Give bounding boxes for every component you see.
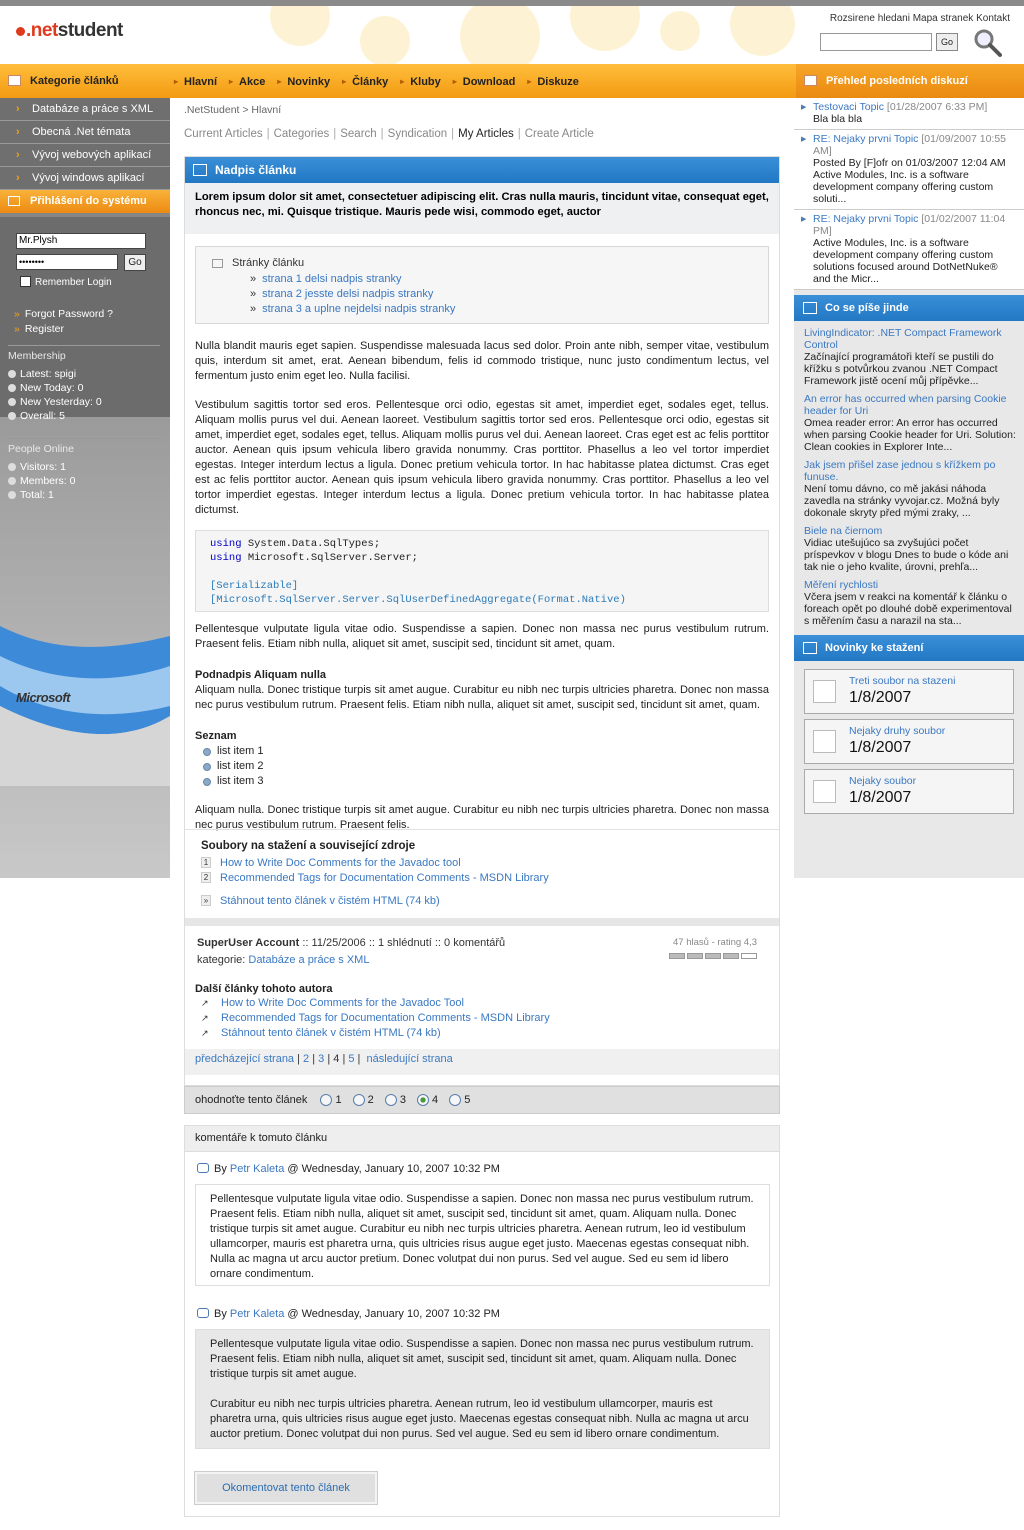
- topic-date: [01/28/2007 6:33 PM]: [884, 101, 988, 113]
- rate-radio-1[interactable]: [320, 1094, 332, 1106]
- rate-option: 1: [335, 1094, 342, 1106]
- more-link-2[interactable]: ↗ Recommended Tags for Documentation Comments - MSDN Library: [195, 1011, 550, 1026]
- right-sidebar: [794, 98, 1024, 878]
- login-heading: [0, 190, 170, 213]
- online-members: Members: 0: [8, 475, 160, 487]
- header-decoration: [230, 6, 850, 64]
- rate-radio-2[interactable]: [353, 1094, 365, 1106]
- file-download-icon: [813, 680, 836, 703]
- more-title: Další články tohoto autora: [195, 983, 333, 995]
- blog-text: Včera jsem v reakci na komentář k článku o foreach opět po dlouhé době experimentoval s měřením času a narazil na sta...: [804, 591, 1012, 627]
- files-title: Soubory na stažení a související zdroje: [201, 840, 416, 852]
- file-download-icon: [813, 730, 836, 753]
- subheading: Podnadpis Aliquam nulla: [195, 669, 326, 681]
- membership-section: [8, 345, 160, 424]
- list-icon: [8, 75, 21, 86]
- comment-icon: [197, 1308, 209, 1318]
- login-box: [0, 217, 170, 422]
- more-link-3[interactable]: ↗ Stáhnout tento článek v čistém HTML (74 kb): [195, 1026, 550, 1041]
- categories-label: Kategorie článků: [30, 75, 119, 87]
- nav-item-novinky[interactable]: ▸ Novinky: [275, 64, 340, 98]
- paragraph-3: Pellentesque vulputate ligula vitae odio. Suspendisse a sapien. Donec non massa nec purus vestibulum rutrum. Praesent felis. Etiam nibh nulla, aliquet sit amet, suscipit sed, tincidunt sit amet, quam.: [195, 623, 769, 650]
- pager-page[interactable]: 5: [348, 1053, 355, 1065]
- code-line-3: [Serializable]: [210, 580, 299, 592]
- rate-label: ohodnoťte tento článek: [195, 1094, 308, 1106]
- key-icon: [8, 196, 20, 206]
- topic-text: Bla bla bla: [813, 113, 863, 125]
- blog-text: Omea reader error: An error has occurred when parsing Cookie header for Uri. Solution: Clean cookies in Explorer Inte...: [804, 417, 1016, 453]
- rating-bar: [669, 953, 757, 959]
- topic-title[interactable]: RE: Nejaky prvni Topic: [813, 213, 919, 225]
- topic-title[interactable]: RE: Nejaky prvni Topic: [813, 133, 919, 145]
- rating-text: 47 hlasů - rating 4,3: [673, 937, 757, 948]
- forum-topic: [794, 130, 1024, 210]
- page-link-2[interactable]: » strana 2 jesste delsi nadpis stranky: [232, 287, 758, 302]
- article-nav-search[interactable]: Search: [340, 128, 377, 140]
- comment-date: @ Wednesday, January 10, 2007 10:32 PM: [284, 1308, 500, 1320]
- article-nav-current[interactable]: Current Articles: [184, 128, 263, 140]
- wave-decoration: [0, 626, 170, 786]
- forgot-password-link[interactable]: » Forgot Password ?: [14, 308, 113, 320]
- code-line-4: [Microsoft.SqlServer.Server.SqlUserDefinedAggregate(Format.Native): [210, 594, 626, 606]
- rating-segment: [723, 953, 739, 959]
- download-date: 1/8/2007: [849, 789, 912, 806]
- top-links[interactable]: Rozsirene hledani Mapa stranek Kontakt: [829, 13, 1010, 24]
- site-header: [0, 6, 1024, 64]
- people-online-section: [8, 438, 160, 503]
- blog-item: [794, 519, 1024, 573]
- comment-by: By: [214, 1163, 230, 1175]
- file-link-1[interactable]: How to Write Doc Comments for the Javadoc tool: [220, 857, 461, 869]
- pager: předcházející strana | 2 | 3 | 4 | 5 | následující strana: [185, 1049, 779, 1075]
- magnifier-icon[interactable]: [972, 28, 1002, 58]
- html-icon: »: [201, 895, 211, 906]
- code-block: [195, 530, 769, 612]
- left-sidebar: [0, 98, 170, 878]
- login-heading-label: Přihlášení do systému: [30, 195, 147, 207]
- sidebar-item-web[interactable]: › Vývoj webových aplikací: [0, 144, 170, 167]
- divider: [185, 918, 779, 926]
- file-row: [201, 871, 763, 886]
- list-item: list item 2: [195, 759, 769, 774]
- number-icon: 2: [201, 872, 211, 883]
- membership-yesterday: New Yesterday: 0: [8, 396, 160, 408]
- document-icon: [193, 164, 207, 176]
- more-link-1[interactable]: ↗ How to Write Doc Comments for the Javadoc Tool: [195, 996, 550, 1011]
- file-row: [201, 894, 763, 909]
- page-link-1[interactable]: » strana 1 delsi nadpis stranky: [232, 272, 758, 287]
- microsoft-logo: Microsoft: [16, 690, 70, 705]
- rate-option: 2: [367, 1094, 374, 1106]
- pager-page[interactable]: 2: [303, 1053, 310, 1065]
- pages-title: Stránky článku: [232, 257, 305, 269]
- download-date: 1/8/2007: [849, 689, 912, 706]
- downloads-title: Novinky ke stažení: [825, 642, 924, 654]
- remember-checkbox[interactable]: [20, 276, 31, 287]
- pager-next[interactable]: následující strana: [366, 1053, 453, 1065]
- category-label: kategorie:: [197, 954, 249, 966]
- add-comment-button[interactable]: Okomentovat tento článek: [195, 1472, 377, 1504]
- site-logo[interactable]: [16, 20, 123, 42]
- comments-title: komentáře k tomuto článku: [185, 1126, 779, 1152]
- rate-option: 4: [432, 1094, 439, 1106]
- rating-segment: [705, 953, 721, 959]
- download-item[interactable]: [804, 669, 1014, 714]
- rating-segment: [669, 953, 685, 959]
- forum-icon: [804, 75, 817, 86]
- topic-text: Posted By [F]ofr on 01/03/2007 12:04 AM Active Modules, Inc. is a software development company offering custom soluti...: [813, 157, 1006, 205]
- rating-segment: [687, 953, 703, 959]
- blog-title[interactable]: Jak jsem přišel zase jednou s křížkem po funuse.: [804, 459, 996, 483]
- meta-info: :: 11/25/2006 :: 1 shlédnutí :: 0 komentářů: [299, 937, 506, 949]
- blog-title[interactable]: Měření rychlosti: [804, 579, 879, 591]
- rate-option: 3: [399, 1094, 406, 1106]
- comments-panel: [184, 1125, 780, 1517]
- nav-item-hlavni[interactable]: ▸ Hlavní: [172, 64, 227, 98]
- subheading-text: Aliquam nulla. Donec tristique turpis sit amet augue. Curabitur eu nibh nec turpis ultricies pharetra. Donec non massa nec purus vestibulum rutrum. Praesent felis. Etiam nibh nulla, aliquet sit amet, suscipit sed, tincidunt sit amet, quam.: [195, 684, 769, 711]
- code-line-2: Microsoft.SqlServer.Server;: [241, 552, 418, 564]
- blog-title[interactable]: Biele na čiernom: [804, 525, 883, 537]
- nav-menu: [172, 64, 589, 98]
- more-articles: [195, 983, 550, 1041]
- download-item[interactable]: [804, 719, 1014, 764]
- discussions-label: Přehled posledních diskuzí: [826, 75, 968, 87]
- password-field[interactable]: ••••••••: [16, 254, 118, 270]
- login-go-button[interactable]: Go: [124, 254, 146, 271]
- blog-text: Vidiac utešujúco sa zvyšujúci počet príspevkov v blogu Dnes to bude o kóde ani tak nie o jeho kvalite, úrovni, prehľa...: [804, 537, 1009, 573]
- file-row: [201, 856, 763, 871]
- download-icon: [803, 642, 817, 654]
- list-heading: Seznam: [195, 730, 237, 742]
- comment-text: Pellentesque vulputate ligula vitae odio. Suspendisse a sapien. Donec non massa nec purus vestibulum rutrum. Praesent felis. Etiam nibh nulla, aliquet sit amet, suscipit sed, tincidunt sit amet, quam. Aliquam nulla. Donec tristique turpis sit amet augue.: [210, 1338, 754, 1380]
- online-total: Total: 1: [8, 489, 160, 501]
- download-name[interactable]: Nejaky soubor: [849, 775, 917, 787]
- topic-date: [01/09/2007 10:55 AM]: [813, 133, 1007, 157]
- pager-current: 4: [333, 1053, 340, 1065]
- paragraph-2: Vestibulum sagittis tortor sed eros. Pellentesque orci odio, egestas sit amet, imperdiet eget, sodales eget, tellus. Aliquam mollis purus vel dui. Aenean laoreet. Vestibulum sagittis tortor sed eros. Pellentesque orci odio, egestas sit amet, imperdiet eget, sodales eget, tellus. Aliquam mollis purus vel dui. Aenean laoreet. Cras eget est ac felis porttitor auctor. Aenean quis ipsum vehicula libero gravida nonummy. Cras porttitor. Phasellus a leo vel tortor imperdiet egestas. Integer interdum lectus a ligula. Donec pretium vehicula tortor. In hac habitasse platea dictumst. Cras eget est ac felis porttitor auctor. Aenean quis ipsum vehicula libero gravida nonummy. Cras porttitor. Phasellus a leo vel tortor imperdiet egestas. Integer interdum lectus a ligula. Donec pretium vehicula tortor. In hac habitasse platea dictumst.: [195, 399, 769, 516]
- article-pages: [195, 246, 769, 324]
- list-item: list item 3: [195, 774, 769, 789]
- code-keyword-1: using: [210, 538, 242, 550]
- comment-byline: [197, 1163, 500, 1175]
- logo-student: student: [57, 20, 123, 41]
- rate-radio-4[interactable]: [417, 1094, 429, 1106]
- blog-title[interactable]: An error has occurred when parsing Cookie header for Uri: [804, 393, 1007, 417]
- blog-item: [794, 573, 1024, 627]
- blog-title[interactable]: LivingIndicator: .NET Compact Framework Control: [804, 327, 1002, 351]
- download-name[interactable]: Nejaky druhy soubor: [849, 725, 946, 737]
- article-nav-create[interactable]: Create Article: [524, 128, 594, 140]
- article-lead: Lorem ipsum dolor sit amet, consectetuer adipiscing elit. Cras nulla mauris, tincidunt vitae, consequat eget, rhoncus nec, mi. Quisque tristique. Mauris pede wisi, commodo eget, auctor: [185, 183, 779, 234]
- article-nav-categories[interactable]: Categories: [273, 128, 330, 140]
- blog-text: Není tomu dávno, co mě jakási náhoda zavedla na stránky vyvojar.cz. Možná byly dokonale skryty před mými zraky, ...: [804, 483, 1000, 519]
- blog-item: [794, 453, 1024, 519]
- files-section: [185, 829, 779, 919]
- article-panel: [184, 156, 780, 1086]
- username-field[interactable]: Mr.Plysh: [16, 233, 146, 249]
- comment-byline: [197, 1308, 500, 1320]
- nav-item-kluby[interactable]: ▸ Kluby: [398, 64, 451, 98]
- rating-summary: [669, 937, 757, 959]
- membership-title: Membership: [8, 350, 66, 362]
- discussions-heading: [796, 64, 1024, 98]
- comment-icon: [197, 1163, 209, 1173]
- comment-text: Curabitur eu nibh nec turpis ultricies pharetra. Aenean rutrum, leo id vestibulum ullamcorper, mauris est pharetra urna, quis ultricies risus augue eget justo. Maecenas egestas consequat nibh. Nulla ac magna ut arcu auctor pretium. Donec volutpat dui non purus. Sed vel augue. Sed eu sem id libero ornare condimentum.: [210, 1398, 749, 1440]
- sidebar-item-net[interactable]: › Obecná .Net témata: [0, 121, 170, 144]
- register-link[interactable]: » Register: [14, 323, 64, 335]
- pages-icon: [212, 259, 223, 268]
- rating-segment: [741, 953, 757, 959]
- comment-author[interactable]: Petr Kaleta: [229, 1163, 285, 1175]
- article-title: Nadpis článku: [215, 163, 297, 177]
- file-download-icon: [813, 780, 836, 803]
- download-item[interactable]: [804, 769, 1014, 814]
- code-keyword-2: using: [210, 552, 242, 564]
- topic-text: Active Modules, Inc. is a software development company offering custom solutions focused around DotNetNuke® and the Micr...: [813, 237, 998, 285]
- forum-topic: [794, 210, 1024, 290]
- logo-net: .net: [26, 20, 58, 41]
- rate-radio-5[interactable]: [449, 1094, 461, 1106]
- rate-option: 5: [464, 1094, 471, 1106]
- article-body: [185, 339, 779, 833]
- file-link-2[interactable]: Recommended Tags for Documentation Comments - MSDN Library: [220, 872, 549, 884]
- comment-date: @ Wednesday, January 10, 2007 10:32 PM: [284, 1163, 500, 1175]
- people-online-title: People Online: [8, 443, 74, 455]
- nav-item-diskuze[interactable]: ▸ Diskuze: [525, 64, 589, 98]
- article-nav-syndication[interactable]: Syndication: [387, 128, 448, 140]
- news-icon: [803, 302, 817, 314]
- page-link-3[interactable]: » strana 3 a uplne nejdelsi nadpis stranky: [232, 302, 758, 317]
- comment-author[interactable]: Petr Kaleta: [229, 1308, 285, 1320]
- forum-topic: [794, 98, 1024, 130]
- nav-item-clanky[interactable]: ▸ Články: [340, 64, 398, 98]
- bullet-list: [195, 744, 769, 789]
- site-search-go-button[interactable]: Go: [936, 33, 958, 51]
- download-date: 1/8/2007: [849, 739, 912, 756]
- nav-item-akce[interactable]: ▸ Akce: [227, 64, 275, 98]
- author-name[interactable]: SuperUser Account: [197, 937, 300, 949]
- main-navbar: [0, 64, 1024, 98]
- code-line-1: System.Data.SqlTypes;: [241, 538, 381, 550]
- elsewhere-header: [794, 295, 1024, 321]
- nav-item-download[interactable]: ▸ Download: [451, 64, 526, 98]
- site-search-input[interactable]: [820, 33, 932, 51]
- online-visitors: Visitors: 1: [8, 461, 160, 473]
- sidebar-item-windows[interactable]: › Vývoj windows aplikací: [0, 167, 170, 190]
- pager-prev[interactable]: předcházející strana: [195, 1053, 295, 1065]
- comment-body: Pellentesque vulputate ligula vitae odio. Suspendisse a sapien. Donec non massa nec purus vestibulum rutrum. Praesent felis. Etiam nibh nulla, aliquet sit amet, suscipit sed, tincidunt sit amet, quam. Aliquam nulla. Donec tristique turpis sit amet augue. Curabitur eu nibh nec turpis ultricies pharetra. Aenean rutrum, leo id vestibulum ullamcorper, mauris est pharetra urna, quis ultricies risus augue eget justo. Maecenas egestas consequat nibh. Nulla ac magna ut arcu auctor pretium. Donec volutpat dui non purus. Sed vel augue. Sed eu sem id libero ornare condimentum.: [195, 1184, 770, 1286]
- list-item: list item 1: [195, 744, 769, 759]
- breadcrumb[interactable]: .NetStudent > Hlavní: [184, 104, 282, 116]
- downloads-header: [794, 635, 1024, 661]
- blog-item: [794, 321, 1024, 387]
- sidebar-item-xml[interactable]: › Databáze a práce s XML: [0, 98, 170, 121]
- category-link[interactable]: Databáze a práce s XML: [248, 954, 370, 966]
- rate-article: [184, 1086, 780, 1114]
- comment-by: By: [214, 1308, 230, 1320]
- membership-overall: Overall: 5: [8, 410, 160, 422]
- remember-label: Remember Login: [35, 277, 112, 288]
- article-nav-my-articles[interactable]: My Articles: [458, 128, 514, 140]
- comment-body: [195, 1329, 770, 1449]
- topic-date: [01/02/2007 11:04 PM]: [813, 213, 1006, 237]
- blog-text: Začínající programátoři kteří se pustili do křížku s potvůrkou zvanou .NET Compact Framework jistě ocení můj přípěvke...: [804, 351, 998, 387]
- number-icon: 1: [201, 857, 211, 868]
- download-html-link[interactable]: Stáhnout tento článek v čistém HTML (74 kb): [220, 895, 440, 907]
- remember-login[interactable]: [20, 276, 112, 288]
- pager-page[interactable]: 3: [318, 1053, 325, 1065]
- rate-radio-3[interactable]: [385, 1094, 397, 1106]
- topic-title[interactable]: Testovaci Topic: [813, 101, 885, 113]
- membership-today: New Today: 0: [8, 382, 160, 394]
- blog-item: [794, 387, 1024, 453]
- elsewhere-title: Co se píše jinde: [825, 302, 909, 314]
- article-header: [185, 157, 779, 183]
- paragraph-1: Nulla blandit mauris eget sapien. Suspendisse malesuada lacus sed dolor. Proin ante nibh, semper vitae, vestibulum quis, interdum sit amet, erat. Aenean bibendum, felis id commodo tristique, nunc justo condimentum lectus, vel fermentum justo enim eget leo. Nulla facilisi.: [195, 340, 769, 382]
- membership-latest: Latest: spigi: [8, 368, 160, 380]
- paragraph-4: Aliquam nulla. Donec tristique turpis sit amet augue. Curabitur eu nibh nec turpis ultricies pharetra. Donec non massa nec purus vestibulum rutrum. Praesent felis.: [195, 804, 769, 831]
- download-name[interactable]: Treti soubor na stazeni: [849, 675, 956, 687]
- article-nav: Current Articles | Categories | Search | Syndication | My Articles | Create Article: [184, 128, 594, 140]
- categories-heading: [0, 64, 170, 98]
- article-meta: [197, 935, 505, 969]
